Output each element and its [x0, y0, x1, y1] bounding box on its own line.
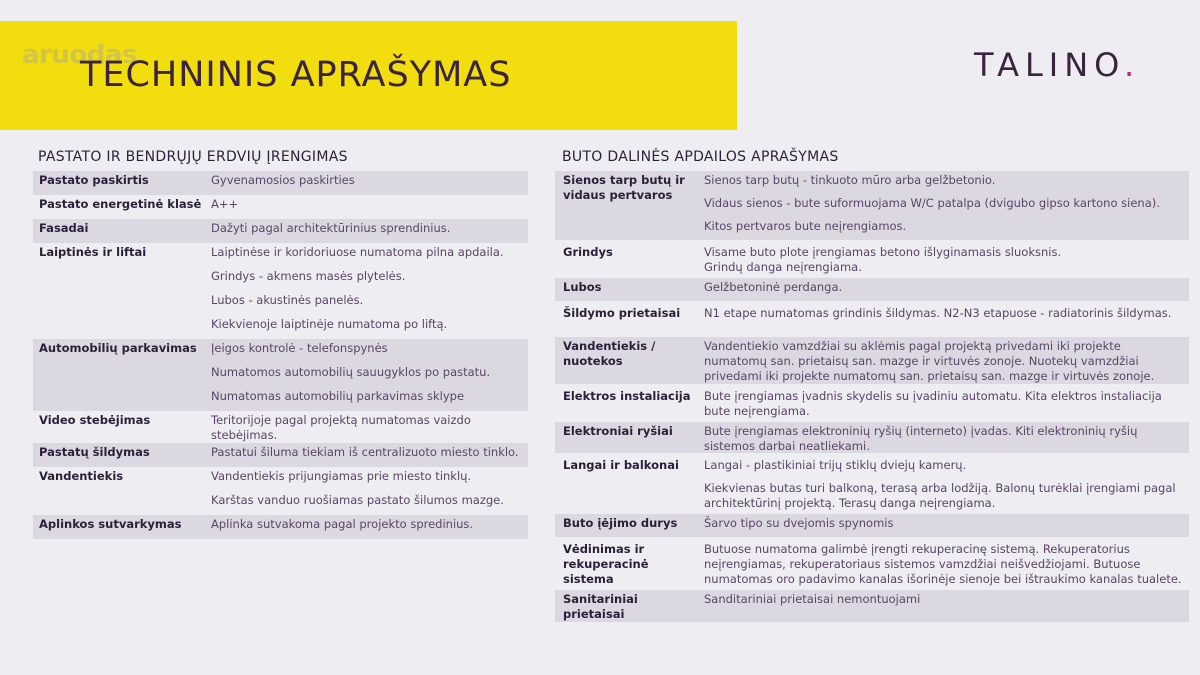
table-row	[33, 467, 528, 515]
left-section-title: PASTATO IR BENDRŲJŲ ERDVIŲ ĮRENGIMAS	[38, 149, 348, 165]
table-row	[33, 515, 528, 539]
table-row	[555, 540, 1189, 587]
table-row	[555, 456, 1189, 511]
row-value: Dažyti pagal architektūrinius sprendinius.	[211, 221, 451, 235]
table-row	[555, 422, 1189, 454]
row-values	[698, 278, 1189, 301]
apartment-finish-table	[555, 171, 1189, 622]
row-value: Kitos pertvaros bute neįrengiamos.	[704, 219, 907, 233]
table-row	[33, 219, 528, 243]
row-values	[205, 219, 528, 243]
row-value: Aplinka sutvakoma pagal projekto spredinius.	[211, 516, 474, 531]
row-value: Teritorijoje pagal projektą numatomas vaizdo stebėjimas.	[211, 413, 471, 442]
row-value: N1 etape numatomas grindinis šildymas. N2-N3 etapuose - radiatorinis šildymas.	[704, 305, 1172, 320]
row-values	[205, 443, 528, 467]
row-label: Vandentiekis	[39, 468, 124, 483]
row-values	[698, 540, 1189, 587]
row-values	[698, 387, 1189, 419]
row-value: Vidaus sienos - bute suformuojama W/C patalpa (dvigubo gipso kartono siena).	[704, 196, 1160, 210]
row-values	[698, 514, 1189, 537]
row-values	[698, 243, 1189, 275]
row-value: Sanditariniai prietaisai nemontuojami	[704, 592, 921, 607]
row-values	[698, 590, 1189, 622]
row-value: Butuose numatoma galimbė įrengti rekuperacinę sistemą. Rekuperatorius neįrengiamas, rekuperatoriaus sistemos vamzdžiai neišvedžiojami. Butuose numatomas oro padavimo kanalas išorinėje sienoje bei ištraukimo kanalas tualete.	[704, 542, 1182, 587]
row-label: Pastatų šildymas	[39, 444, 150, 459]
row-value: Vandentiekio vamzdžiai su aklėmis pagal projektą privedami iki projekte numatomų san. prietaisų san. mazge ir virtuvės zonoje. Nuotekų vamzdžiai privedami iki projekte numatomų san. prietaisų san. mazge ir virtuvės zonoje.	[704, 338, 1155, 383]
table-row	[33, 171, 528, 195]
table-row	[555, 243, 1189, 275]
row-label: Langai ir balkonai	[563, 458, 679, 473]
row-values	[205, 515, 528, 539]
row-label: Fasadai	[39, 221, 89, 235]
row-values	[205, 195, 528, 219]
row-value: Sienos tarp butų - tinkuoto mūro arba gelžbetonio.	[704, 173, 996, 187]
table-row	[555, 171, 1189, 240]
row-label: Vandentiekis / nuotekos	[563, 338, 656, 368]
building-equipment-table	[33, 171, 528, 539]
row-value: Lubos - akustinės panelės.	[211, 293, 364, 307]
table-row	[33, 195, 528, 219]
row-value: Gelžbetoninė perdanga.	[704, 279, 843, 294]
row-label: Sienos tarp butų ir vidaus pertvaros	[563, 173, 685, 202]
row-values	[698, 456, 1189, 511]
row-value: Gyvenamosios paskirties	[211, 173, 355, 187]
row-values	[698, 422, 1189, 454]
row-value: Numatomos automobilių sauugyklos po pastatu.	[211, 365, 491, 379]
row-values	[205, 243, 528, 339]
row-value: Kiekvienas butas turi balkoną, terasą arba lodžiją. Balonų turėklai įrengiami pagal architektūrinį projektą. Terasų danga neįrengiama.	[704, 481, 1176, 511]
row-value: Pastatui šiluma tiekiam iš centralizuoto miesto tinklo.	[211, 444, 519, 459]
row-label: Elektros instaliacija	[563, 388, 691, 403]
row-value: Numatomas automobilių parkavimas sklype	[211, 389, 465, 403]
row-values	[698, 304, 1189, 327]
row-value: Langai - plastikiniai trijų stiklų dviejų kamerų.	[704, 458, 967, 473]
row-label: Aplinkos sutvarkymas	[39, 516, 182, 531]
table-row	[555, 387, 1189, 419]
row-value: Šarvo tipo su dvejomis spynomis	[704, 516, 894, 531]
row-label: Pastato paskirtis	[39, 173, 149, 187]
row-value: Laiptinėse ir koridoriuose numatoma pilna apdaila.	[211, 245, 504, 259]
row-value: Karštas vanduo ruošiamas pastato šilumos mazge.	[211, 492, 504, 507]
table-row	[555, 304, 1189, 327]
row-label: Grindys	[563, 245, 613, 259]
row-label: Pastato energetinė klasė	[39, 197, 202, 211]
right-section-title: BUTO DALINĖS APDAILOS APRAŠYMAS	[562, 149, 839, 165]
row-label: Lubos	[563, 279, 602, 294]
row-value: Vandentiekis prijungiamas prie miesto tinklų.	[211, 468, 472, 483]
row-value: Grindys - akmens masės plytelės.	[211, 269, 406, 283]
row-values	[205, 467, 528, 515]
logo	[974, 46, 1140, 84]
row-value: A++	[211, 197, 239, 211]
logo-text: TALINO	[974, 46, 1125, 84]
watermark: aruodas	[22, 40, 137, 70]
table-row	[33, 243, 528, 339]
row-value: Kiekvienoje laiptinėje numatoma po liftą.	[211, 317, 448, 331]
row-label: Elektroniai ryšiai	[563, 423, 673, 438]
table-row	[33, 411, 528, 443]
page-title: TECHNINIS APRAŠYMAS	[80, 55, 512, 95]
row-label: Sanitariniai prietaisai	[563, 592, 638, 622]
row-label: Video stebėjimas	[39, 413, 151, 427]
row-label: Šildymo prietaisai	[563, 305, 681, 320]
table-row	[555, 514, 1189, 537]
row-value: Bute įrengiamas įvadnis skydelis su įvadiniu automatu. Kita elektros instaliacija bute neįrengiama.	[704, 388, 1162, 418]
table-row	[33, 443, 528, 467]
row-values	[205, 171, 528, 195]
row-label: Automobilių parkavimas	[39, 341, 197, 355]
table-row	[33, 339, 528, 411]
row-values	[698, 171, 1189, 240]
table-row	[555, 590, 1189, 622]
table-row	[555, 337, 1189, 384]
logo-dot: .	[1124, 46, 1141, 84]
row-label: Laiptinės ir liftai	[39, 245, 147, 259]
row-value: Bute įrengiamas elektroninių ryšių (interneto) įvadas. Kiti elektroninių ryšių sistemos darbai neatliekami.	[704, 423, 1138, 453]
row-value: Įeigos kontrolė - telefonspynės	[211, 341, 388, 355]
table-row	[555, 278, 1189, 301]
row-label: Vėdinimas ir rekuperacinė sistema	[563, 542, 649, 587]
row-label: Buto įėjimo durys	[563, 516, 678, 531]
row-values	[205, 411, 528, 443]
row-value: Visame buto plote įrengiamas betono išlyginamasis sluoksnis. Grindų danga neįrengiama.	[704, 245, 1062, 274]
row-values	[698, 337, 1189, 384]
row-values	[205, 339, 528, 411]
